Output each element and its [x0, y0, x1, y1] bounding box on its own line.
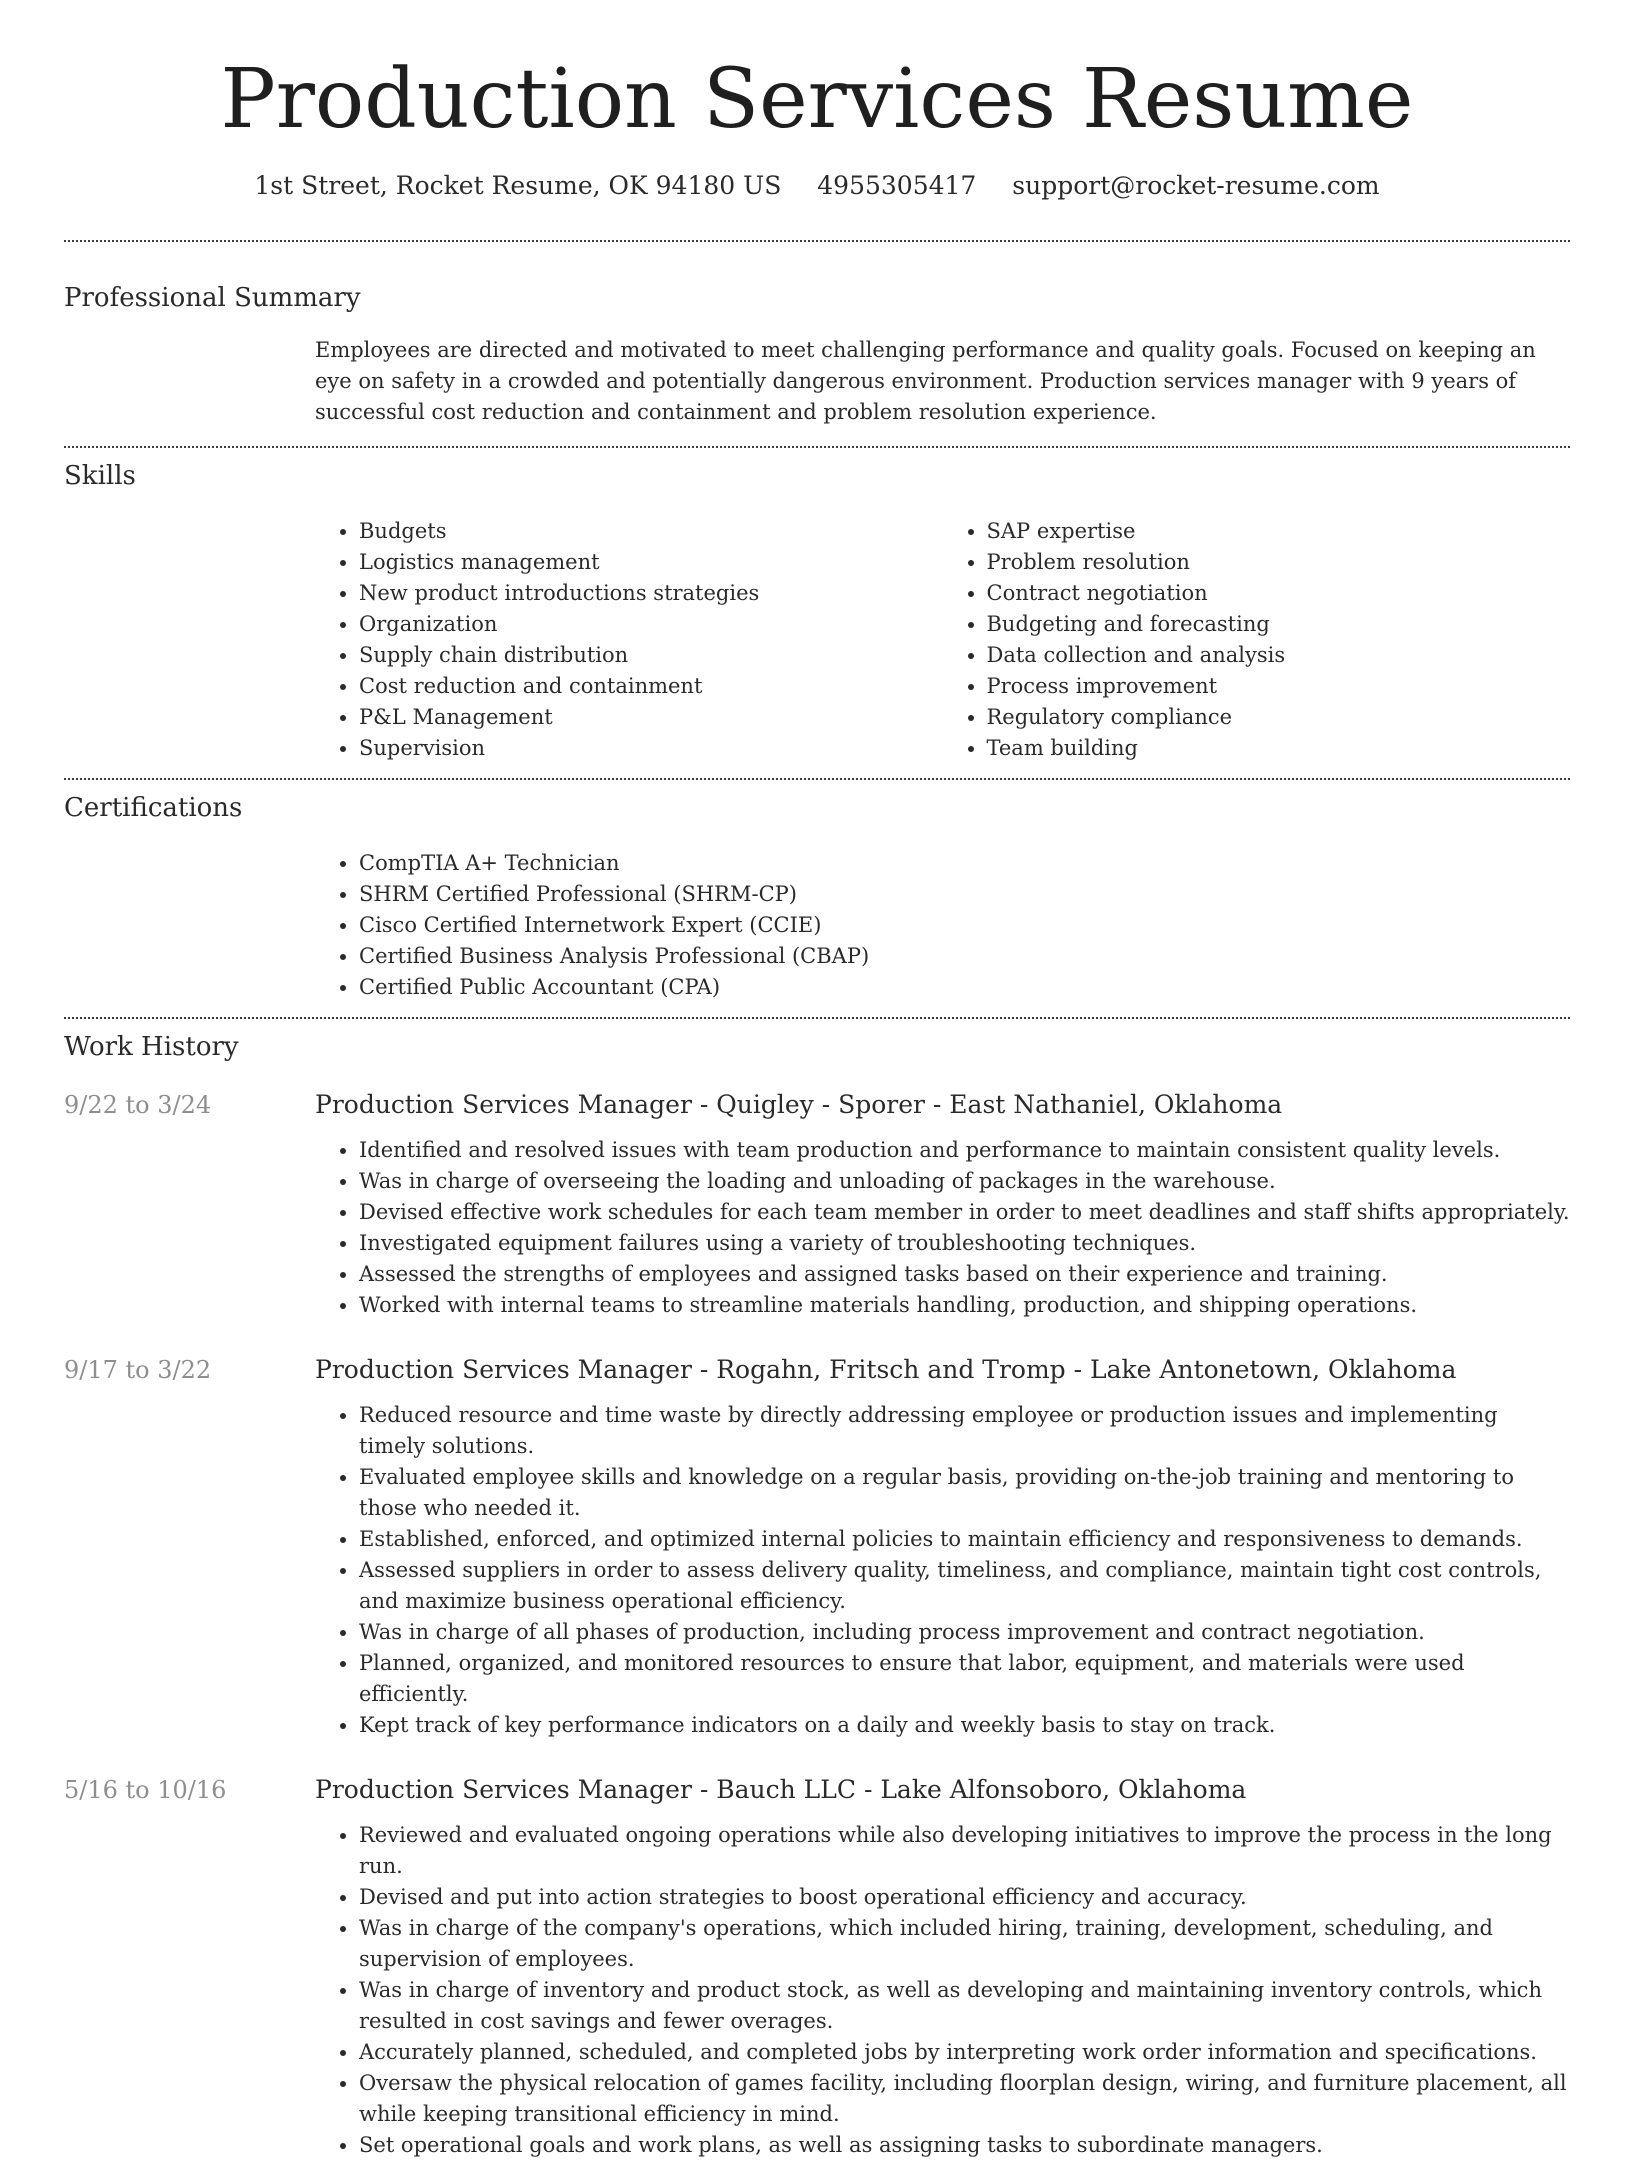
work-history-section [64, 1019, 1570, 2161]
summary-body [315, 335, 1570, 428]
resume-header [64, 0, 1570, 202]
job-bullet: • Oversaw the physical relocation of games facility, including floorplan design, wiring, and furniture placement, all while keeping transitional efficiency in mind. [359, 2068, 1570, 2130]
job-bullet: • Reviewed and evaluated ongoing operations while also developing initiatives to improve the process in the long run. [359, 1820, 1570, 1882]
job-title: Production Services Manager - Bauch LLC - Lake Alfonsoboro, Oklahoma [315, 1775, 1247, 1804]
certifications-list [315, 848, 1570, 1003]
job-title: Production Services Manager - Rogahn, Fritsch and Tromp - Lake Antonetown, Oklahoma [315, 1355, 1457, 1384]
job-bullet: • Investigated equipment failures using a variety of troubleshooting techniques. [359, 1228, 1570, 1259]
job-bullet: • Was in charge of the company's operations, which included hiring, training, development, scheduling, and supervision of employees. [359, 1913, 1570, 1975]
certifications-heading: Certifications [64, 793, 243, 823]
job-bullets [315, 1400, 1570, 1741]
summary-heading: Professional Summary [64, 283, 361, 313]
work-history-heading: Work History [64, 1032, 239, 1062]
skill-item: • Supply chain distribution [359, 640, 943, 671]
skill-item: • Budgets [359, 516, 943, 547]
job-bullet: • Reduced resource and time waste by directly addressing employee or production issues and implementing timely solutions. [359, 1400, 1570, 1462]
certification-item: • Certified Public Accountant (CPA) [359, 972, 1570, 1003]
job-header [64, 1089, 1570, 1121]
skill-item: • Contract negotiation [987, 578, 1571, 609]
summary-text: Employees are directed and motivated to meet challenging performance and quality goals. Focused on keeping an eye on safety in a crowded and potentially dangerous environment. Production services manager with 9 years of successful cost reduction and containment and problem resolution experience. [315, 338, 1536, 424]
skill-item: • P&L Management [359, 702, 943, 733]
certification-item: • CompTIA A+ Technician [359, 848, 1570, 879]
job-bullet: • Identified and resolved issues with team production and performance to maintain consistent quality levels. [359, 1135, 1570, 1166]
contact-phone: 4955305417 [817, 171, 977, 200]
skill-item: • Organization [359, 609, 943, 640]
job-body [315, 1135, 1570, 1321]
jobs-list [64, 1089, 1570, 2161]
job-bullet: • Devised and put into action strategies to boost operational efficiency and accuracy. [359, 1882, 1570, 1913]
skill-item: • Supervision [359, 733, 943, 764]
contact-line [64, 170, 1570, 202]
job-header [64, 1354, 1570, 1386]
skill-item: • Problem resolution [987, 547, 1571, 578]
job-bullet: • Kept track of key performance indicators on a daily and weekly basis to stay on track. [359, 1710, 1570, 1741]
job-bullet: • Was in charge of all phases of production, including process improvement and contract negotiation. [359, 1617, 1570, 1648]
job-title: Production Services Manager - Quigley - Sporer - East Nathaniel, Oklahoma [315, 1090, 1283, 1119]
job-date: 9/17 to 3/22 [64, 1356, 212, 1384]
resume-title: Production Services Resume [220, 52, 1414, 147]
certification-item: • Cisco Certified Internetwork Expert (CCIE) [359, 910, 1570, 941]
job-entry [64, 1089, 1570, 1321]
certification-item: • SHRM Certified Professional (SHRM-CP) [359, 879, 1570, 910]
job-bullet: • Planned, organized, and monitored resources to ensure that labor, equipment, and materials were used efficiently. [359, 1648, 1570, 1710]
job-bullet: • Was in charge of inventory and product stock, as well as developing and maintaining inventory controls, which resulted in cost savings and fewer overages. [359, 1975, 1570, 2037]
skills-section [64, 448, 1570, 764]
skill-item: • Budgeting and forecasting [987, 609, 1571, 640]
job-bullet: • Assessed the strengths of employees and assigned tasks based on their experience and training. [359, 1259, 1570, 1290]
job-bullet: • Was in charge of overseeing the loading and unloading of packages in the warehouse. [359, 1166, 1570, 1197]
job-bullets [315, 1135, 1570, 1321]
job-body [315, 1400, 1570, 1741]
skills-list-right [943, 516, 1571, 764]
job-bullet: • Worked with internal teams to streamline materials handling, production, and shipping operations. [359, 1290, 1570, 1321]
skill-item: • New product introductions strategies [359, 578, 943, 609]
summary-section [64, 242, 1570, 428]
job-date: 5/16 to 10/16 [64, 1776, 227, 1804]
job-bullets [315, 1820, 1570, 2161]
job-bullet: • Set operational goals and work plans, as well as assigning tasks to subordinate managers. [359, 2130, 1570, 2161]
job-bullet: • Devised effective work schedules for each team member in order to meet deadlines and staff shifts appropriately. [359, 1197, 1570, 1228]
certifications-body [315, 848, 1570, 1003]
contact-address: 1st Street, Rocket Resume, OK 94180 US [254, 171, 782, 200]
contact-email: support@rocket-resume.com [1012, 171, 1380, 200]
certifications-section [64, 780, 1570, 1003]
job-header [64, 1774, 1570, 1806]
skill-item: • Data collection and analysis [987, 640, 1571, 671]
resume-page [64, 0, 1570, 2161]
job-entry [64, 1774, 1570, 2161]
job-bullet: • Evaluated employee skills and knowledge on a regular basis, providing on-the-job training and mentoring to those who needed it. [359, 1462, 1570, 1524]
skill-item: • Logistics management [359, 547, 943, 578]
skill-item: • Regulatory compliance [987, 702, 1571, 733]
job-body [315, 1820, 1570, 2161]
job-bullet: • Assessed suppliers in order to assess delivery quality, timeliness, and compliance, maintain tight cost controls, and maximize business operational efficiency. [359, 1555, 1570, 1617]
job-bullet: • Established, enforced, and optimized internal policies to maintain efficiency and responsiveness to demands. [359, 1524, 1570, 1555]
job-entry [64, 1354, 1570, 1741]
skills-list-left [315, 516, 943, 764]
skills-grid [315, 516, 1570, 764]
job-date: 9/22 to 3/24 [64, 1091, 212, 1119]
skill-item: • SAP expertise [987, 516, 1571, 547]
job-bullet: • Accurately planned, scheduled, and completed jobs by interpreting work order information and specifications. [359, 2037, 1570, 2068]
skill-item: • Team building [987, 733, 1571, 764]
skills-heading: Skills [64, 461, 136, 491]
certification-item: • Certified Business Analysis Professional (CBAP) [359, 941, 1570, 972]
skill-item: • Cost reduction and containment [359, 671, 943, 702]
skill-item: • Process improvement [987, 671, 1571, 702]
